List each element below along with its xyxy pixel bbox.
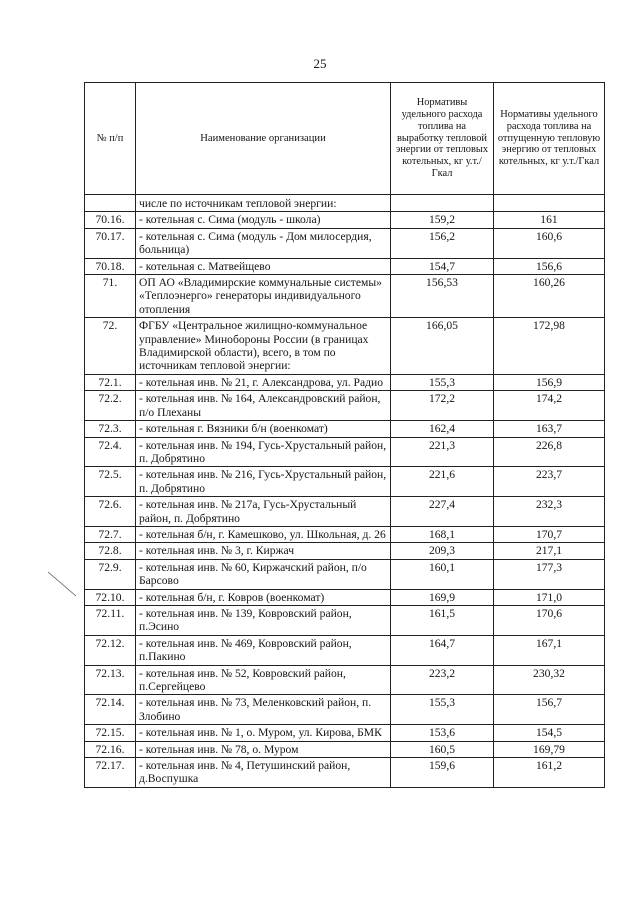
norm-release-value: 156,7 bbox=[494, 695, 605, 725]
organization-name: - котельная инв. № 1, о. Муром, ул. Кирова, БМК bbox=[136, 725, 391, 741]
norm-production-value: 159,2 bbox=[391, 212, 494, 228]
table-row bbox=[85, 725, 605, 741]
row-number: 72.1. bbox=[85, 374, 136, 390]
row-number: 72.14. bbox=[85, 695, 136, 725]
organization-name: - котельная инв. № 73, Меленковский район, п. Злобино bbox=[136, 695, 391, 725]
row-number: 72. bbox=[85, 318, 136, 375]
norm-release-value: 169,79 bbox=[494, 741, 605, 757]
norm-release-value: 156,6 bbox=[494, 258, 605, 274]
norm-release-value: 156,9 bbox=[494, 374, 605, 390]
norm-production-value: 155,3 bbox=[391, 374, 494, 390]
table-row bbox=[85, 318, 605, 375]
table-row bbox=[85, 589, 605, 605]
organization-name: - котельная с. Сима (модуль - Дом милосердия, больница) bbox=[136, 228, 391, 258]
organization-name: - котельная инв. № 21, г. Александрова, ул. Радио bbox=[136, 374, 391, 390]
table-row bbox=[85, 497, 605, 527]
organization-name: - котельная инв. № 3, г. Киржач bbox=[136, 543, 391, 559]
continuation-num-cell bbox=[85, 195, 136, 212]
norm-release-value: 177,3 bbox=[494, 559, 605, 589]
norm-production-value: 166,05 bbox=[391, 318, 494, 375]
table-row bbox=[85, 437, 605, 467]
norm-release-value: 232,3 bbox=[494, 497, 605, 527]
norm-production-value: 227,4 bbox=[391, 497, 494, 527]
norm-release-value: 172,98 bbox=[494, 318, 605, 375]
norm-production-value: 160,5 bbox=[391, 741, 494, 757]
norm-release-value: 161 bbox=[494, 212, 605, 228]
organization-name: - котельная инв. № 52, Ковровский район, п.Сергейцево bbox=[136, 665, 391, 695]
organization-name: - котельная инв. № 4, Петушинский район, д.Воспушка bbox=[136, 758, 391, 788]
norm-release-value: 174,2 bbox=[494, 391, 605, 421]
norm-production-value: 153,6 bbox=[391, 725, 494, 741]
norm-release-value: 223,7 bbox=[494, 467, 605, 497]
organization-name: - котельная с. Матвейщево bbox=[136, 258, 391, 274]
row-number: 72.9. bbox=[85, 559, 136, 589]
row-number: 72.16. bbox=[85, 741, 136, 757]
organization-name: - котельная инв. № 164, Александровский район, п/о Плеханы bbox=[136, 391, 391, 421]
header-norm-production: Нормативы удельного расхода топлива на выработку тепловой энергии от тепловых котельных, кг у.т./Гкал bbox=[391, 83, 494, 195]
organization-name: - котельная инв. № 216, Гусь-Хрустальный район, п. Добрятино bbox=[136, 467, 391, 497]
row-number: 70.16. bbox=[85, 212, 136, 228]
row-number: 72.7. bbox=[85, 526, 136, 542]
continuation-release-cell bbox=[494, 195, 605, 212]
table-row bbox=[85, 374, 605, 390]
table-row bbox=[85, 258, 605, 274]
norm-production-value: 168,1 bbox=[391, 526, 494, 542]
norm-production-value: 154,7 bbox=[391, 258, 494, 274]
norm-production-value: 164,7 bbox=[391, 635, 494, 665]
norm-production-value: 209,3 bbox=[391, 543, 494, 559]
norm-release-value: 171,0 bbox=[494, 589, 605, 605]
row-number: 72.13. bbox=[85, 665, 136, 695]
table-header-row bbox=[85, 83, 605, 195]
row-number: 72.17. bbox=[85, 758, 136, 788]
header-num: № п/п bbox=[85, 83, 136, 195]
norm-production-value: 156,53 bbox=[391, 275, 494, 318]
norm-production-value: 160,1 bbox=[391, 559, 494, 589]
table-row bbox=[85, 526, 605, 542]
norm-release-value: 161,2 bbox=[494, 758, 605, 788]
row-number: 71. bbox=[85, 275, 136, 318]
organization-name: - котельная б/н, г. Камешково, ул. Школьная, д. 26 bbox=[136, 526, 391, 542]
row-number: 72.3. bbox=[85, 421, 136, 437]
norm-release-value: 230,32 bbox=[494, 665, 605, 695]
organization-name: - котельная инв. № 78, о. Муром bbox=[136, 741, 391, 757]
row-number: 72.15. bbox=[85, 725, 136, 741]
row-number: 72.8. bbox=[85, 543, 136, 559]
norm-production-value: 156,2 bbox=[391, 228, 494, 258]
organization-name: ФГБУ «Центральное жилищно-коммунальное управление» Минобороны России (в границах Владимирской области), всего, в том по источникам тепловой энергии: bbox=[136, 318, 391, 375]
table-row bbox=[85, 467, 605, 497]
norm-production-value: 221,3 bbox=[391, 437, 494, 467]
norm-production-value: 221,6 bbox=[391, 467, 494, 497]
organization-name: - котельная инв. № 217а, Гусь-Хрустальный район, п. Добрятино bbox=[136, 497, 391, 527]
table-row bbox=[85, 391, 605, 421]
norm-production-value: 172,2 bbox=[391, 391, 494, 421]
norm-production-value: 223,2 bbox=[391, 665, 494, 695]
organization-name: - котельная б/н, г. Ковров (военкомат) bbox=[136, 589, 391, 605]
norm-release-value: 167,1 bbox=[494, 635, 605, 665]
norm-release-value: 226,8 bbox=[494, 437, 605, 467]
fuel-norms-table bbox=[84, 82, 605, 788]
table-body bbox=[85, 195, 605, 788]
table-row bbox=[85, 695, 605, 725]
table-row bbox=[85, 605, 605, 635]
header-norm-release: Нормативы удельного расхода топлива на отпущенную тепловую энергию от тепловых котельных, кг у.т./Гкал bbox=[494, 83, 605, 195]
norm-production-value: 161,5 bbox=[391, 605, 494, 635]
table-row bbox=[85, 758, 605, 788]
row-number: 72.11. bbox=[85, 605, 136, 635]
norm-release-value: 160,6 bbox=[494, 228, 605, 258]
table-row bbox=[85, 275, 605, 318]
row-number: 72.10. bbox=[85, 589, 136, 605]
page-number: 25 bbox=[313, 56, 327, 71]
organization-name: - котельная инв. № 469, Ковровский район, п.Пакино bbox=[136, 635, 391, 665]
organization-name: - котельная инв. № 194, Гусь-Хрустальный район, п. Добрятино bbox=[136, 437, 391, 467]
row-number: 72.2. bbox=[85, 391, 136, 421]
norm-release-value: 160,26 bbox=[494, 275, 605, 318]
table-row bbox=[85, 543, 605, 559]
organization-name: - котельная инв. № 60, Киржачский район, п/о Барсово bbox=[136, 559, 391, 589]
norm-production-value: 155,3 bbox=[391, 695, 494, 725]
norm-release-value: 154,5 bbox=[494, 725, 605, 741]
norm-production-value: 169,9 bbox=[391, 589, 494, 605]
continuation-row bbox=[85, 195, 605, 212]
row-number: 72.5. bbox=[85, 467, 136, 497]
table-row bbox=[85, 421, 605, 437]
norm-release-value: 217,1 bbox=[494, 543, 605, 559]
organization-name: - котельная инв. № 139, Ковровский район, п.Эсино bbox=[136, 605, 391, 635]
table-row bbox=[85, 559, 605, 589]
norm-production-value: 162,4 bbox=[391, 421, 494, 437]
norm-production-value: 159,6 bbox=[391, 758, 494, 788]
table-row bbox=[85, 741, 605, 757]
row-number: 72.12. bbox=[85, 635, 136, 665]
norm-release-value: 170,6 bbox=[494, 605, 605, 635]
row-number: 70.18. bbox=[85, 258, 136, 274]
norm-release-value: 163,7 bbox=[494, 421, 605, 437]
header-name: Наименование организации bbox=[136, 83, 391, 195]
table-row bbox=[85, 212, 605, 228]
table-row bbox=[85, 228, 605, 258]
table-row bbox=[85, 635, 605, 665]
row-number: 72.4. bbox=[85, 437, 136, 467]
organization-name: - котельная с. Сима (модуль - школа) bbox=[136, 212, 391, 228]
continuation-text: числе по источникам тепловой энергии: bbox=[136, 195, 391, 212]
table-row bbox=[85, 665, 605, 695]
norm-release-value: 170,7 bbox=[494, 526, 605, 542]
pen-mark bbox=[46, 570, 78, 598]
row-number: 72.6. bbox=[85, 497, 136, 527]
organization-name: ОП АО «Владимирские коммунальные системы» «Теплоэнерго» генераторы индивидуального отопления bbox=[136, 275, 391, 318]
continuation-production-cell bbox=[391, 195, 494, 212]
organization-name: - котельная г. Вязники б/н (военкомат) bbox=[136, 421, 391, 437]
row-number: 70.17. bbox=[85, 228, 136, 258]
